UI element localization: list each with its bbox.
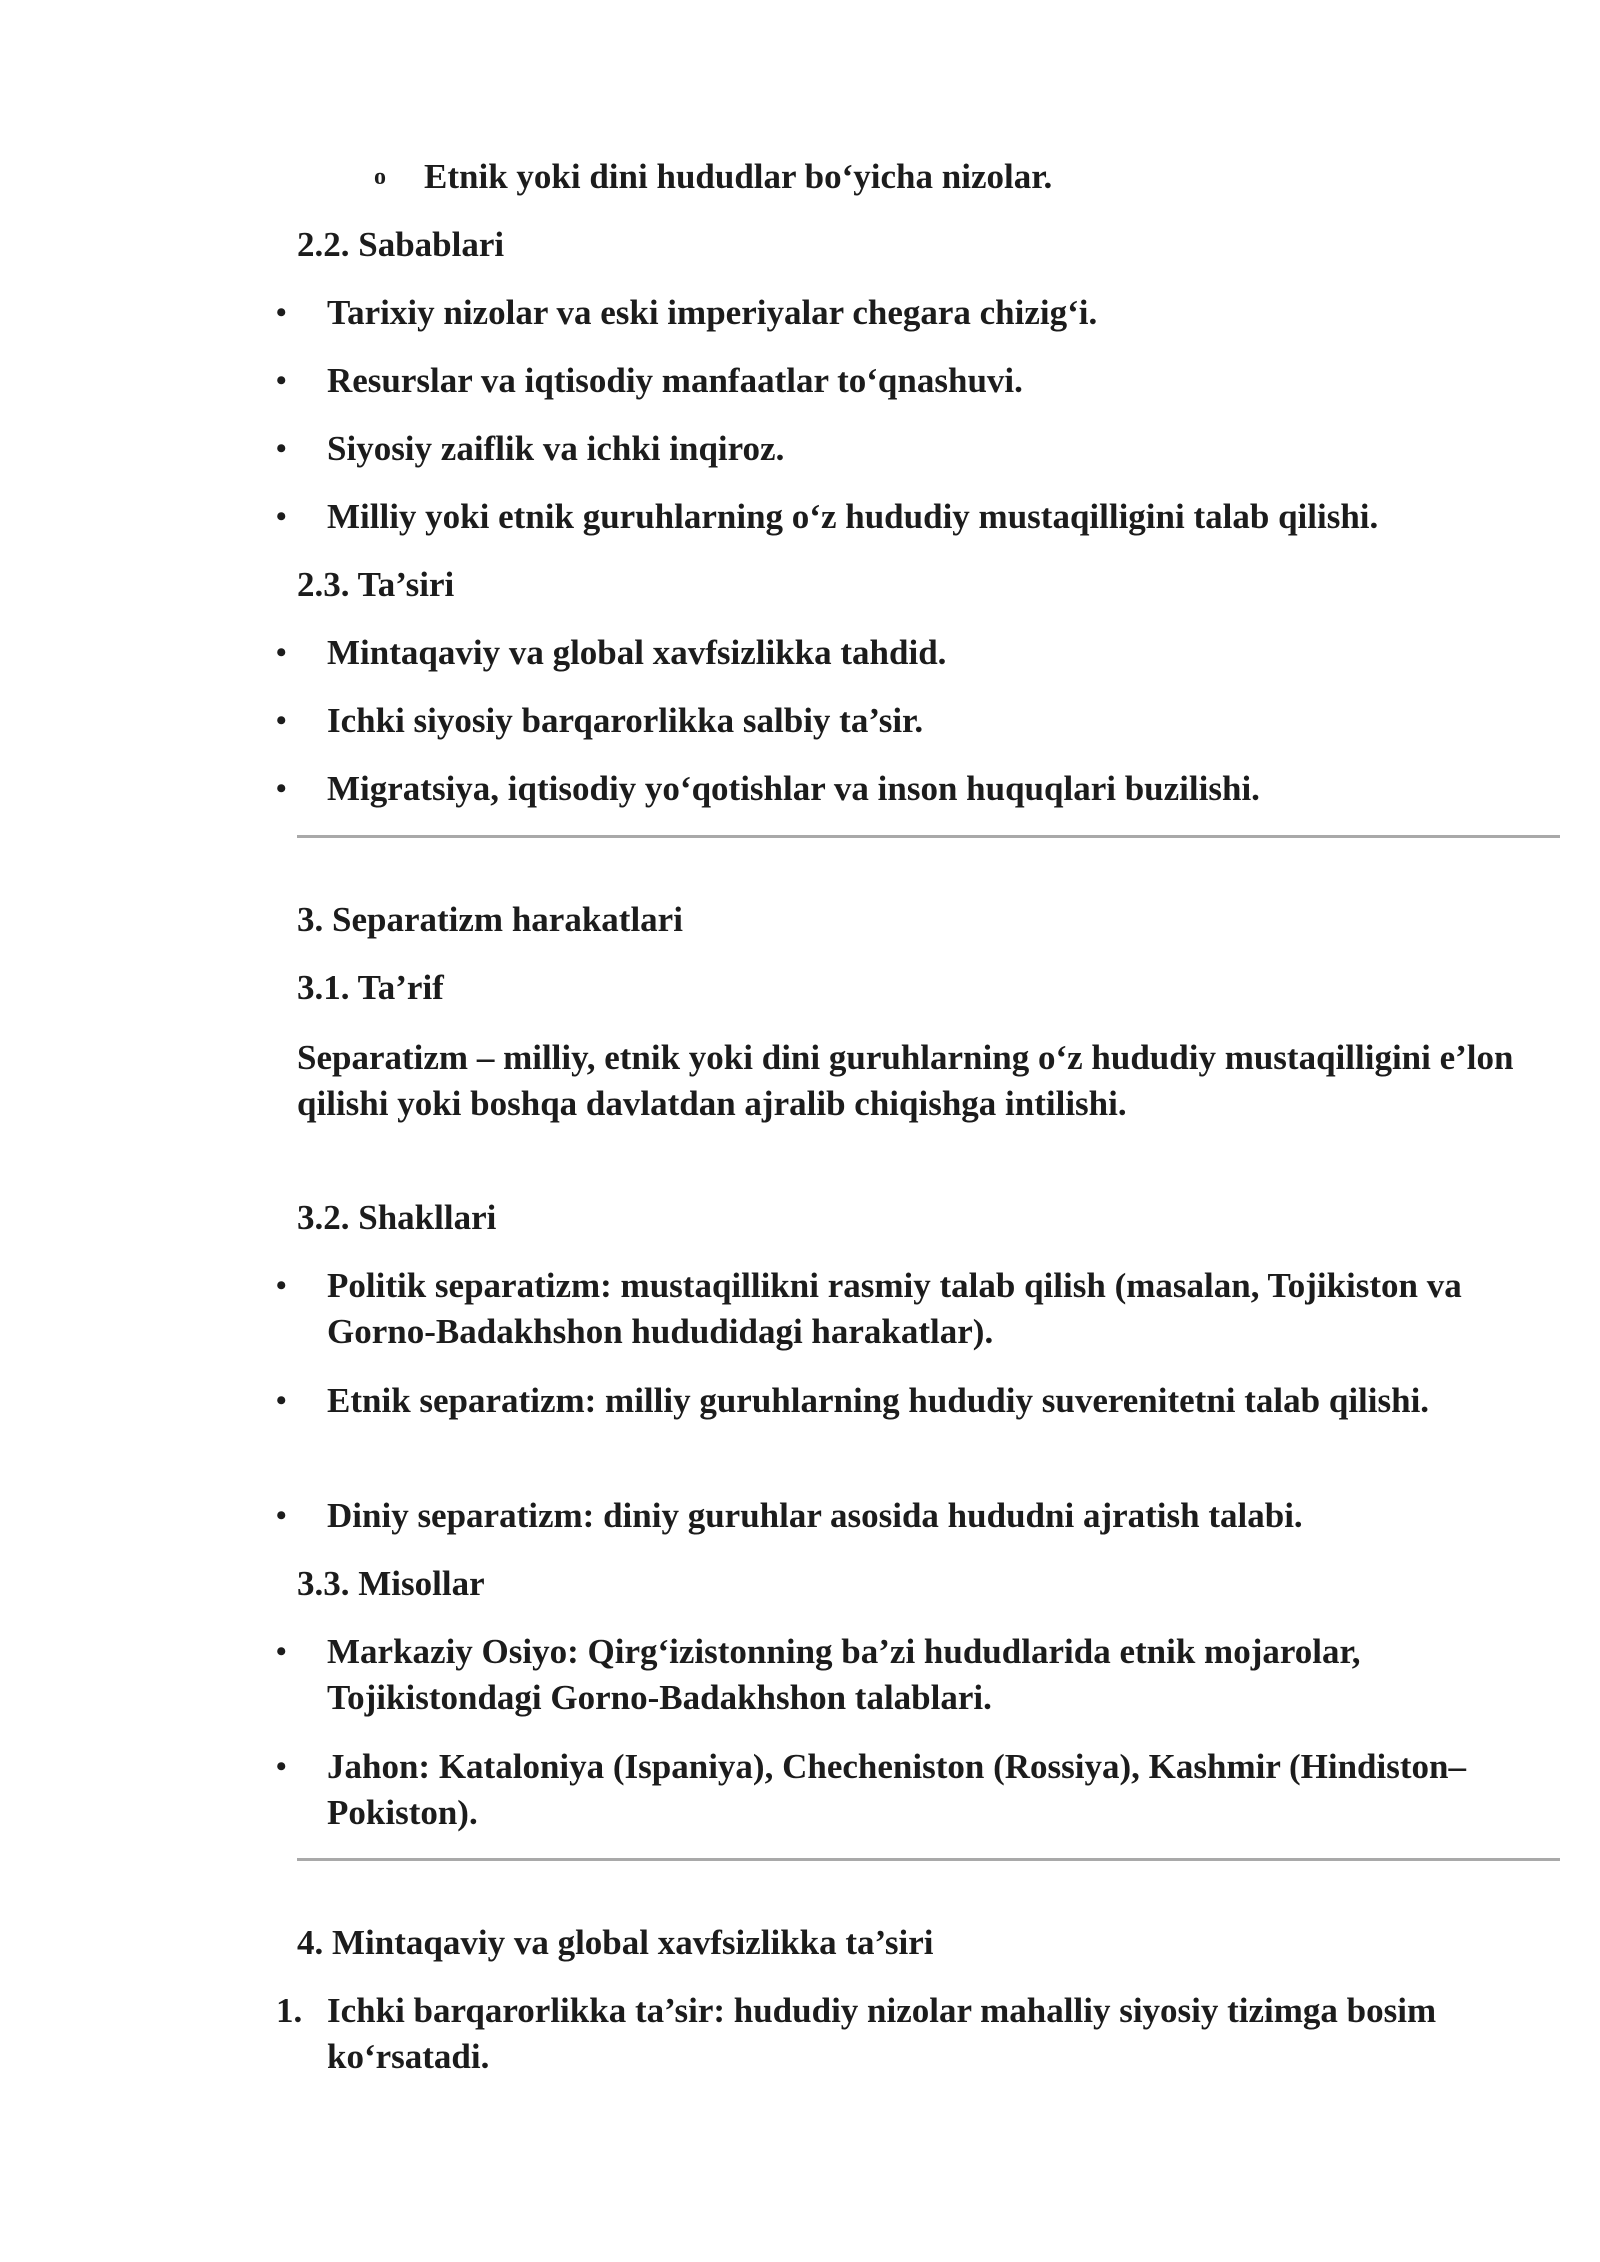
bullet-marker: • (276, 704, 287, 737)
list-item: Milliy yoki etnik guruhlarning o‘z hududiy mustaqilligini talab qilishi. (327, 497, 1379, 536)
bullet-marker: • (276, 432, 287, 465)
bullet-marker: • (276, 1384, 287, 1417)
list-item: Ichki siyosiy barqarorlikka salbiy ta’sir. (327, 701, 924, 740)
section-2-3-heading: 2.3. Ta’siri (297, 565, 455, 604)
bullet-marker: • (276, 500, 287, 533)
list-item: Etnik separatizm: milliy guruhlarning hududiy suverenitetni talab qilishi. (327, 1381, 1430, 1420)
numbered-list-item: Ichki barqarorlikka ta’sir: hududiy nizolar mahalliy siyosiy tizimga bosim ko‘rsatadi. (327, 1991, 1437, 2076)
bullet-marker: • (276, 296, 287, 329)
bullet-marker: • (276, 636, 287, 669)
list-item: Diniy separatizm: diniy guruhlar asosida hududni ajratish talabi. (327, 1496, 1303, 1535)
horizontal-rule (297, 835, 1560, 838)
section-3-3-heading: 3.3. Misollar (297, 1564, 485, 1603)
sub-list-item: Etnik yoki dini hududlar bo‘yicha nizolar. (424, 157, 1053, 196)
horizontal-rule (297, 1858, 1560, 1861)
bullet-marker: • (276, 364, 287, 397)
section-2-2-heading: 2.2. Sabablari (297, 225, 505, 264)
list-item: Mintaqaviy va global xavfsizlikka tahdid. (327, 633, 947, 672)
list-item: Siyosiy zaiflik va ichki inqiroz. (327, 429, 785, 468)
list-item: Tarixiy nizolar va eski imperiyalar chegara chizig‘i. (327, 293, 1098, 332)
bullet-marker: • (276, 1499, 287, 1532)
bullet-marker: • (276, 1635, 287, 1668)
list-item: Jahon: Kataloniya (Ispaniya), Checheniston (Rossiya), Kashmir (Hindiston–Pokiston). (327, 1747, 1466, 1832)
section-4-heading: 4. Mintaqaviy va global xavfsizlikka ta’siri (297, 1923, 934, 1962)
numbered-marker: 1. (276, 1991, 303, 2030)
bullet-marker: • (276, 772, 287, 805)
section-3-heading: 3. Separatizm harakatlari (297, 900, 683, 939)
list-item: Politik separatizm: mustaqillikni rasmiy talab qilish (masalan, Tojikiston va Gorno-Badakhshon hududidagi harakatlar). (327, 1266, 1462, 1351)
list-item: Resurslar va iqtisodiy manfaatlar to‘qnashuvi. (327, 361, 1023, 400)
list-item: Markaziy Osiyo: Qirg‘izistonning ba’zi hududlarida etnik mojarolar, Tojikistondagi Gorno-Badakhshon talablari. (327, 1632, 1361, 1717)
bullet-marker: • (276, 1750, 287, 1783)
bullet-marker: • (276, 1269, 287, 1302)
sub-bullet-marker: o (374, 164, 386, 190)
section-3-1-heading: 3.1. Ta’rif (297, 968, 444, 1007)
section-3-2-heading: 3.2. Shakllari (297, 1198, 497, 1237)
definition-paragraph: Separatizm – milliy, etnik yoki dini guruhlarning o‘z hududiy mustaqilligini e’lon qilishi yoki boshqa davlatdan ajralib chiqishga intilishi. (297, 1038, 1514, 1123)
list-item: Migratsiya, iqtisodiy yo‘qotishlar va inson huquqlari buzilishi. (327, 769, 1260, 808)
